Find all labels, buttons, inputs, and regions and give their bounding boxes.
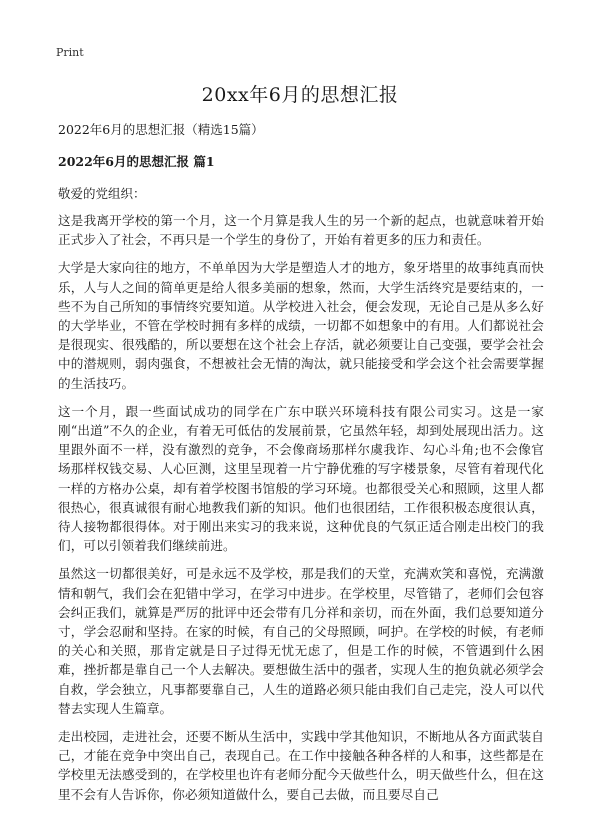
section-heading: 2022年6月的思想汇报 篇1 <box>58 154 215 169</box>
paragraph: 这一个月，跟一些面试成功的同学在广东中联兴环境科技有限公司实习。这是一家刚“出道”不久的企业，有着无可低估的发展前景，它虽然年轻，却到处展现出活力。这里跟外面不一样，没有激烈的竞争，不会像商场那样尔虞我诈、勾心斗角;也不会像官场那样权钱交易、人心叵测，这里呈现着一片宁静优雅的写字楼景象，尽管有着现代化一样的方格办公桌，却有着学校图书馆般的学习环境。也都很受关心和照顾，这里人都很热心，很真诚很有耐心地教我们新的知识。他们也很团结，工作很积极态度很认真，待人接物都很得体。对于刚出来实习的我来说，这种优良的气氛正适合刚走出校门的我们，可以引领着我们继续前进。 <box>58 403 544 554</box>
document-title: 20xx年6月的思想汇报 <box>201 84 399 106</box>
paragraph: 大学是大家向往的地方，不单单因为大学是塑造人才的地方，象牙塔里的故事纯真而快乐，人与人之间的简单更是给人很多美丽的想象，然而，大学生活终究是要结束的，一些不为自己所知的事情终究要知道。从学校进入社会，便会发现，无论自己是从多么好的大学毕业，不管在学校时拥有多样的成绩，一切都不如想象中的有用。人们都说社会是很现实、很残酷的，所以要想在这个社会上存活，就必须要让自己变强，要学会社会中的潜规则，弱肉强食，不想被社会无情的淘汰，就只能接受和学会这个社会需要掌握的生活技巧。 <box>58 260 544 391</box>
print-label: Print <box>56 46 84 59</box>
paragraph: 这是我离开学校的第一个月，这一个月算是我人生的另一个新的起点，也就意味着开始正式步入了社会，不再只是一个学生的身份了，开始有着更多的压力和责任。 <box>58 213 544 248</box>
body-text <box>58 211 544 813</box>
document-subtitle: 2022年6月的思想汇报（精选15篇） <box>58 122 264 137</box>
paragraph: 虽然这一切都很美好，可是永远不及学校，那是我们的天堂，充满欢笑和喜悦，充满激情和朝气，我们会在犯错中学习，在学习中进步。在学校里，尽管错了，老师们会包容会纠正我们，就算是严厉的批评中还会带有几分祥和亲切，而在外面，我们总要知道分寸，学会忍耐和坚持。在家的时候，有自己的父母照顾，呵护。在学校的时候，有老师的关心和关照，那肯定就是日子过得无忧无虑了，但是工作的时候，不管遇到什么困难，挫折都是靠自己一个人去解决。要想做生活中的强者，实现人生的抱负就必须学会自救，学会独立，凡事都要靠自己，人生的道路必须只能由我们自己走完，没人可以代替去实现人生篇章。 <box>58 566 544 716</box>
paragraph: 走出校园，走进社会，还要不断从生活中，实践中学其他知识，不断地从各方面武装自己，才能在竞争中突出自己，表现自己。在工作中接触各种各样的人和事，这些都是在学校里无法感受到的，在学校里也许有老师分配今天做些什么，明天做些什么，但在这里不会有人告诉你，你必须知道做什么，要自己去做，而且要尽自己 <box>58 729 544 802</box>
salutation: 敬爱的党组织： <box>58 186 146 201</box>
